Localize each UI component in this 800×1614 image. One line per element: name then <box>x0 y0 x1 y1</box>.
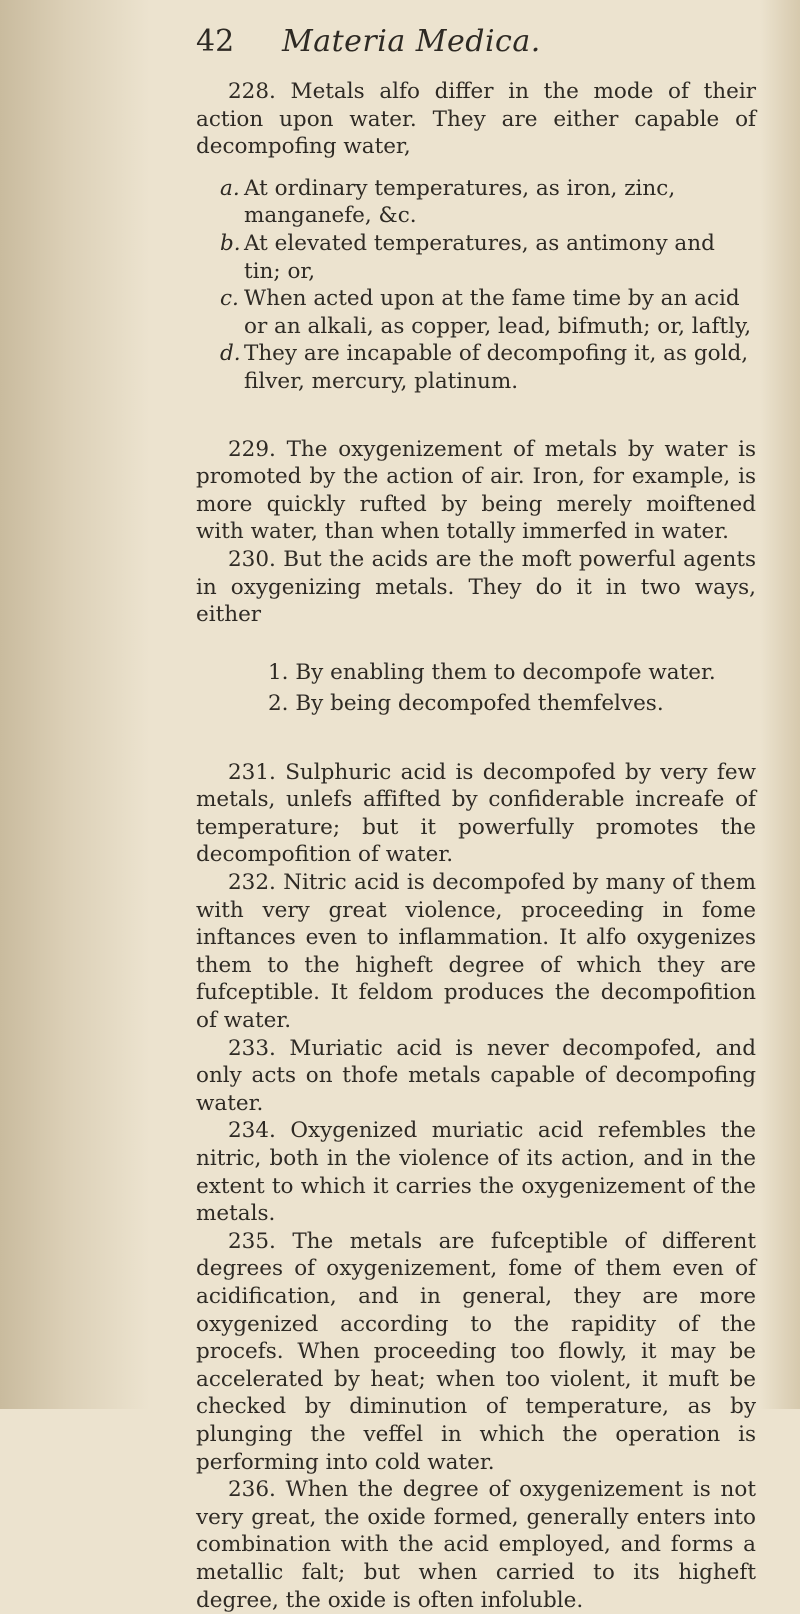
list-text: When acted upon at the fame time by an acid or an alkali, as copper, lead, bifmuth; or, laftly, <box>244 286 752 339</box>
numbered-item-2: 2. By being decompofed themfelves. <box>268 690 664 716</box>
paragraph-236: 236. When the degree of oxygenizement is not very great, the oxide formed, generally enters into combination with the acid employed, and forms a metallic falt; but when carried to its higheft degree, the oxide is often infoluble. <box>196 1477 756 1613</box>
page-number: 42 <box>196 24 235 59</box>
running-title: Materia Medica. <box>282 24 541 59</box>
list-text: At elevated temperatures, as antimony and tin; or, <box>244 230 715 284</box>
list-text: At ordinary temperatures, as iron, zinc, manganefe, &c. <box>244 175 676 229</box>
paragraph-228: 228. Metals alfo differ in the mode of their action upon water. They are either capable of decompofing water, <box>196 79 756 160</box>
list-item-c <box>196 285 756 340</box>
paragraph-232: 232. Nitric acid is decompofed by many of them with very great violence, proceeding in fome inftances even to inflammation. It alfo oxygenizes them to the higheft degree of which they are fufceptible. It feldom produces the decompofition of water. <box>196 870 756 1034</box>
paragraph-231: 231. Sulphuric acid is decompofed by very few metals, unlefs affifted by confiderable increafe of temperature; but it powerfully promotes the decompofition of water. <box>196 759 756 868</box>
book-page <box>196 24 756 1614</box>
list-text: They are incapable of decompofing it, as gold, filver, mercury, platinum. <box>244 341 749 394</box>
list-item-a <box>196 175 756 230</box>
paragraph-229: 229. The oxygenizement of metals by water is promoted by the action of air. Iron, for example, is more quickly rufted by being merely moiftened with water, than when totally immerfed in water. <box>196 436 756 545</box>
paragraph-230: 230. But the acids are the moft powerful agents in oxygenizing metals. They do it in two ways, either <box>196 546 756 628</box>
list-item-b <box>196 230 756 285</box>
running-header <box>196 24 756 78</box>
list-marker: d. <box>220 341 241 367</box>
paragraph-235: 235. The metals are fufceptible of different degrees of oxygenizement, fome of them even of acidification, and in general, they are more oxygenized according to the rapidity of the procefs. When proceeding too flowly, it may be accelerated by heat; when too violent, it muft be checked by diminution of temperature, as by plunging the veffel in which the operation is performing into cold water. <box>196 1228 756 1475</box>
list-marker: a. <box>220 175 240 201</box>
list-item-d <box>196 340 756 395</box>
paragraph-234: 234. Oxygenized muriatic acid refembles the nitric, both in the violence of its action, and in the extent to which it carries the oxygenizement of the metals. <box>196 1118 756 1227</box>
page-gutter-shadow <box>0 0 150 1409</box>
page-edge-shadow <box>760 0 800 1409</box>
list-marker: c. <box>220 286 239 312</box>
paragraph-233: 233. Muriatic acid is never decompofed, and only acts on thofe metals capable of decompofing water. <box>196 1035 756 1116</box>
numbered-item-1: 1. By enabling them to decompofe water. <box>268 659 716 685</box>
list-marker: b. <box>220 230 241 256</box>
